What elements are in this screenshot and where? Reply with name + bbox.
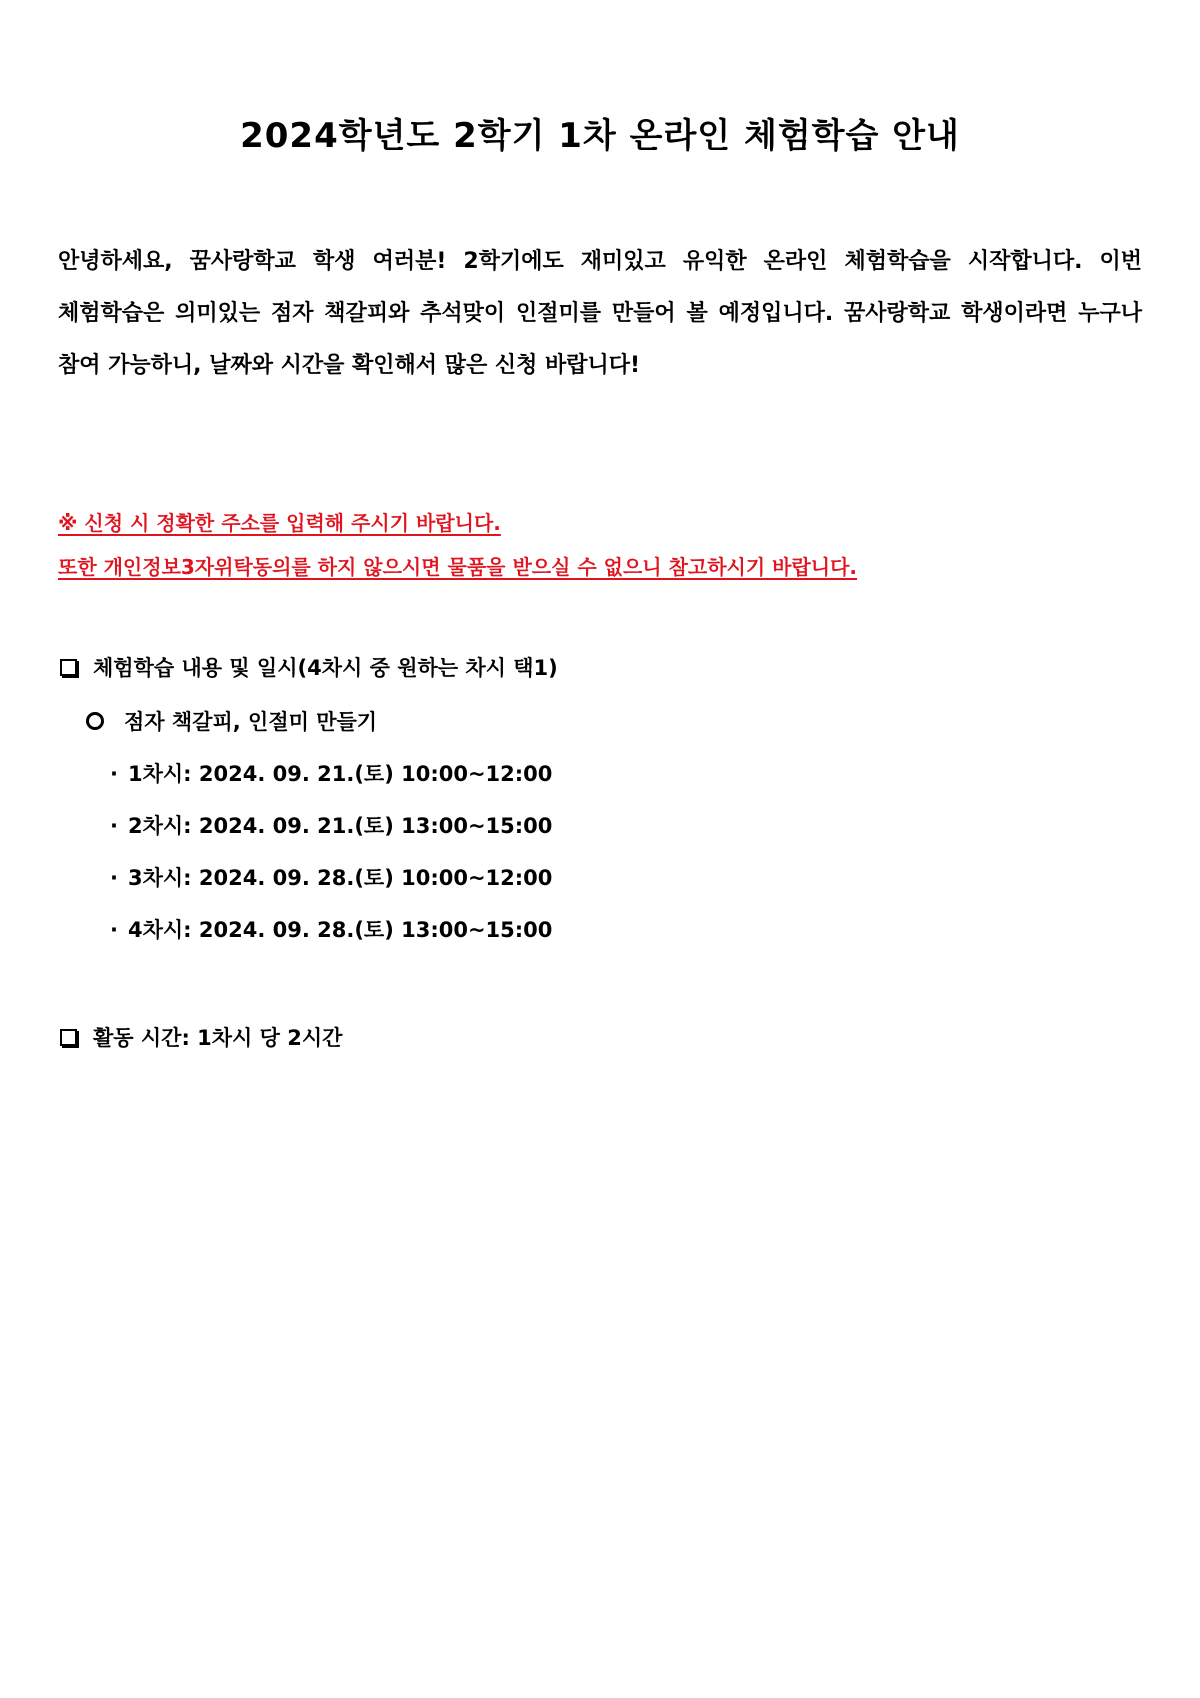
session-text: 2차시: 2024. 09. 21.(토) 13:00~15:00 xyxy=(127,814,553,838)
section-schedule-text: 체험학습 내용 및 일시(4차시 중 원하는 차시 택1) xyxy=(93,656,558,680)
session-item xyxy=(110,862,552,892)
activity-subheading-text: 점자 책갈피, 인절미 만들기 xyxy=(124,710,378,734)
checkbox-square-icon xyxy=(60,1029,77,1046)
section-schedule-heading xyxy=(58,652,558,682)
session-item xyxy=(110,758,552,788)
session-item xyxy=(110,810,552,840)
page-title: 2024학년도 2학기 1차 온라인 체험학습 안내 xyxy=(240,116,960,156)
activity-subheading xyxy=(86,706,377,736)
bullet-dot-icon: · xyxy=(110,814,118,838)
session-item xyxy=(110,914,552,944)
intro-paragraph: 안녕하세요, 꿈사랑학교 학생 여러분! 2학기에도 재미있고 유익한 온라인 체험학습을 시작합니다. 이번 체험학습은 의미있는 점자 책갈피와 추석맞이 인절미를 만들어 볼 예정입니다. 꿈사랑학교 학생이라면 누구나 참여 가능하니, 날짜와 시간을 확인해서 많은 신청 바랍니다! xyxy=(58,249,1142,378)
notice-consent: 또한 개인정보3자위탁동의를 하지 않으시면 물품을 받으실 수 없으니 참고하시기 바랍니다. xyxy=(58,555,858,579)
session-text: 1차시: 2024. 09. 21.(토) 10:00~12:00 xyxy=(127,762,553,786)
checkbox-square-icon xyxy=(60,659,77,676)
bullet-dot-icon: · xyxy=(110,918,118,942)
section-duration-heading xyxy=(58,1022,342,1052)
notice-address: ※ 신청 시 정확한 주소를 입력해 주시기 바랍니다. xyxy=(58,511,501,535)
bullet-dot-icon: · xyxy=(110,762,118,786)
circle-bullet-icon xyxy=(86,712,104,730)
session-text: 3차시: 2024. 09. 28.(토) 10:00~12:00 xyxy=(127,866,553,890)
bullet-dot-icon: · xyxy=(110,866,118,890)
section-duration-text: 활동 시간: 1차시 당 2시간 xyxy=(93,1026,343,1050)
session-text: 4차시: 2024. 09. 28.(토) 13:00~15:00 xyxy=(127,918,553,942)
